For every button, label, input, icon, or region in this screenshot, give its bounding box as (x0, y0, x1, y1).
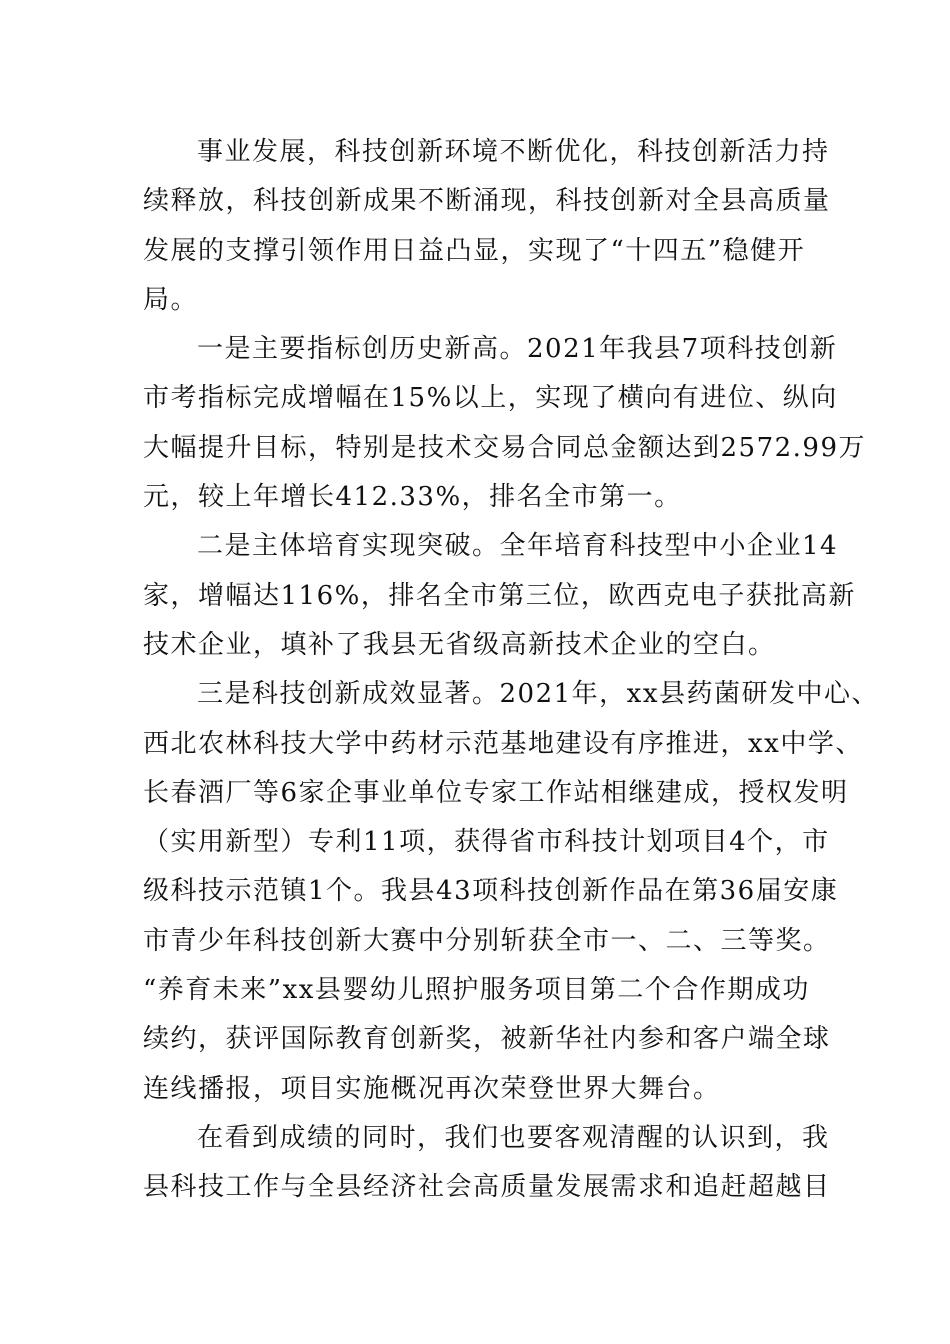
body-text (143, 128, 879, 1213)
text-line: 级科技示范镇1个。我县43项科技创新作品在第36届安康 (143, 876, 839, 907)
text-line: 县科技工作与全县经济社会高质量发展需求和追赶超越目 (143, 1172, 831, 1203)
paragraph-intro (143, 128, 831, 325)
text-line: 长春酒厂等6家企事业单位专家工作站相继建成，授权发明 (143, 777, 849, 808)
text-line: 市考指标完成增幅在15%以上，实现了横向有进位、纵向 (143, 383, 838, 414)
text-line: 三是科技创新成效显著。2021年，xx县药菌研发中心、 (197, 679, 879, 710)
text-line: 在看到成绩的同时，我们也要客观清醒的认识到，我 (197, 1122, 830, 1153)
paragraph-indicators (143, 325, 867, 522)
text-line: 事业发展，科技创新环境不断优化，科技创新活力持 (197, 137, 830, 167)
text-line: “养育未来”xx县婴幼儿照护服务项目第二个合作期成功 (143, 975, 810, 1006)
text-line: 一是主要指标创历史新高。2021年我县7项科技创新 (197, 334, 838, 365)
text-line: 家，增幅达116%，排名全市第三位，欧西克电子获批高新 (143, 580, 856, 611)
paragraph-cultivation (143, 522, 856, 670)
paragraph-reflection (143, 1114, 831, 1213)
text-line: 大幅提升目标，特别是技术交易合同总金额达到2572.99万 (143, 432, 867, 463)
paragraph-achievements (143, 670, 879, 1114)
text-line: 续约，获评国际教育创新奖，被新华社内参和客户端全球 (143, 1024, 831, 1055)
text-line: 发展的支撑引领作用日益凸显，实现了“十四五”稳健开 (143, 235, 806, 266)
text-line: 连线播报，项目实施概况再次荣登世界大舞台。 (143, 1073, 721, 1104)
text-line: （实用新型）专利11项，获得省市科技计划项目4个，市 (143, 827, 830, 858)
text-line: 元，较上年增长412.33%，排名全市第一。 (143, 482, 682, 513)
text-line: 技术企业，填补了我县无省级高新技术企业的空白。 (143, 629, 776, 660)
text-line: 局。 (143, 284, 199, 315)
text-line: 西北农林科技大学中药材示范基地建设有序推进，xx中学、 (143, 728, 863, 759)
text-line: 续释放，科技创新成果不断涌现，科技创新对全县高质量 (143, 186, 831, 217)
text-line: 市青少年科技创新大赛中分别斩获全市一、二、三等奖。 (143, 925, 831, 956)
text-line: 二是主体培育实现突破。全年培育科技型中小企业14 (197, 531, 839, 562)
